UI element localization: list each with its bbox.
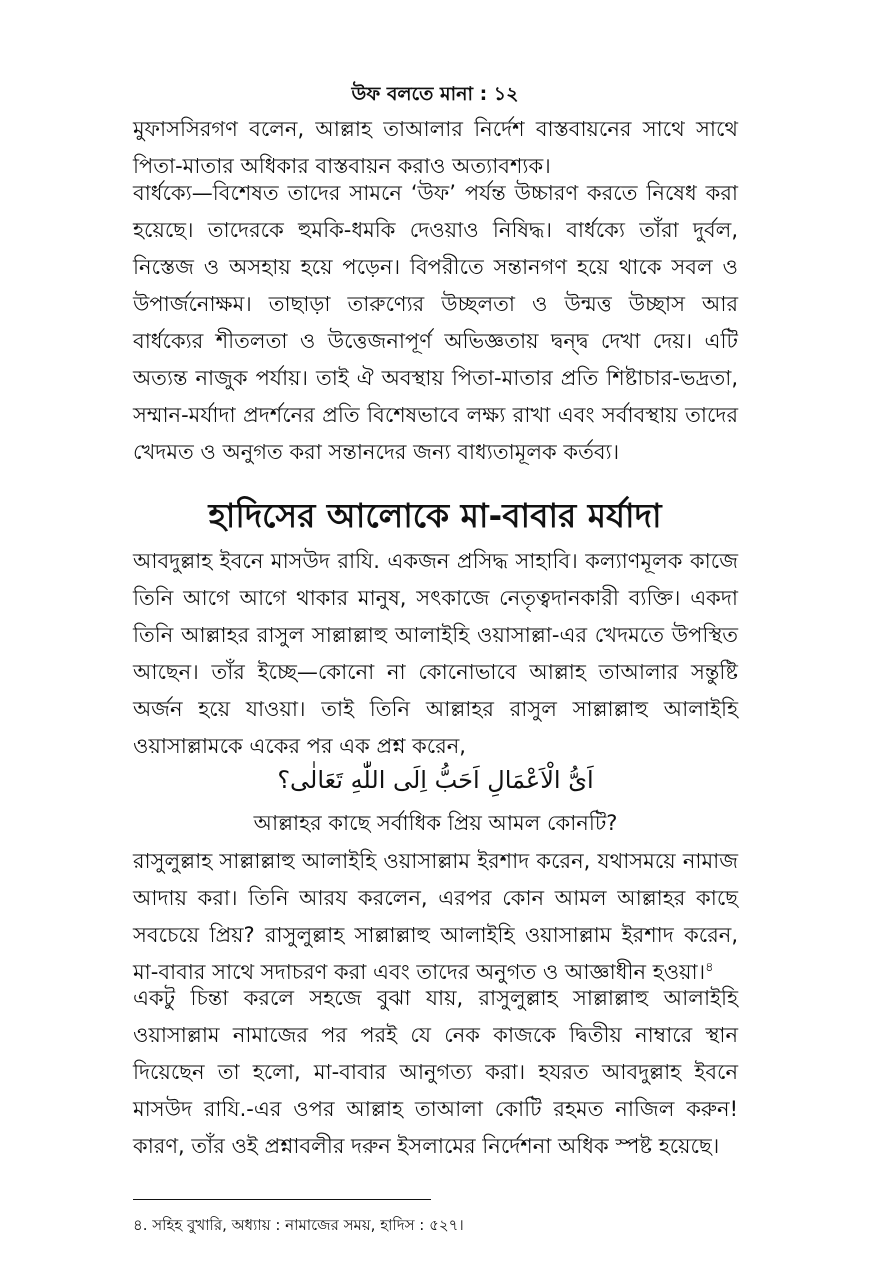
paragraph-1 xyxy=(133,111,738,185)
quote-translation: আল্লাহর কাছে সর্বাধিক প্রিয় আমল কোনটি? xyxy=(253,811,618,835)
paragraph-3 xyxy=(133,543,738,765)
paragraph-text: একটু চিন্তা করলে সহজে বুঝা যায়, রাসুলুল্লাহ সাল্লাল্লাহু আলাইহি ওয়াসাল্লাম নামাজের পর পরই যে নেক কাজকে দ্বিতীয় নাম্বারে স্থান দিয়েছেন তা হলো, মা-বাবার আনুগত্য করা। হযরত আবদুল্লাহ ইবনে মাসউদ রাযি.-এর ওপর আল্লাহ তাআলা কোটি রহমত নাজিল করুন! কারণ, তাঁর ওই প্রশ্নাবলীর দরুন ইসলামের নির্দেশনা অধিক স্পষ্ট হয়েছে। xyxy=(133,986,738,1158)
footnote: ৪. সহিহ বুখারি, অধ্যায় : নামাজের সময়, হাদিস : ৫২৭। xyxy=(133,1216,464,1234)
running-header: উফ বলতে মানা : ১২ xyxy=(351,83,519,105)
paragraph-5 xyxy=(133,980,738,1165)
paragraph-4-text: রাসুলুল্লাহ সাল্লাল্লাহু আলাইহি ওয়াসাল্লাম ইরশাদ করেন, যথাসময়ে নামাজ আদায় করা। তিনি আরয করলেন, এরপর কোন আমল আল্লাহর কাছে সবচেয়ে প্রিয়? রাসুলুল্লাহ সাল্লাল্লাহু আলাইহি ওয়াসাল্লাম ইরশাদ করেন, মা-বাবার সাথে সদাচরণ করা এবং তাদের অনুগত ও আজ্ঞাধীন হওয়া। xyxy=(133,849,738,984)
paragraph-text: বার্ধক্যে—বিশেষত তাদের সামনে ‘উফ’ পর্যন্ত উচ্চারণ করতে নিষেধ করা হয়েছে। তাদেরকে হুমকি-ধমকি দেওয়াও নিষিদ্ধ। বার্ধক্যে তাঁরা দুর্বল, নিস্তেজ ও অসহায় হয়ে পড়েন। বিপরীতে সন্তানগণ হয়ে থাকে সবল ও উপার্জনোক্ষম। তাছাড়া তারুণ্যের উচ্ছলতা ও উন্মত্ত উচ্ছাস আর বার্ধক্যের শীতলতা ও উত্তেজনাপূর্ণ অভিজ্ঞতায় দ্বন্দ্ব দেখা দেয়। এটি অত্যন্ত নাজুক পর্যায়। তাই ঐ অবস্থায় পিতা-মাতার প্রতি শিষ্টাচার-ভদ্রতা, সম্মান-মর্যাদা প্রদর্শনের প্রতি বিশেষভাবে লক্ষ্য রাখা এবং সর্বাবস্থায় তাদের খেদমত ও অনুগত করা সন্তানদের জন্য বাধ্যতামূলক কর্তব্য। xyxy=(133,181,738,464)
paragraph-text xyxy=(133,843,738,991)
paragraph-text: মুফাসসিরগণ বলেন, আল্লাহ তাআলার নির্দেশ বাস্তবায়নের সাথে সাথে পিতা-মাতার অধিকার বাস্তবায়ন করাও অত্যাবশ্যক। xyxy=(133,117,738,178)
arabic-hadith-quote: اَىُّ الْاَعْمَالِ اَحَبُّ اِلَى اللّٰهِ تَعَالٰى؟ xyxy=(277,766,594,794)
paragraph-4 xyxy=(133,843,738,991)
footnote-reference: ৪ xyxy=(705,960,714,975)
paragraph-2 xyxy=(133,175,738,471)
footnote-divider xyxy=(133,1199,431,1200)
section-heading: হাদিসের আলোকে মা-বাবার মর্যাদা xyxy=(208,496,662,535)
paragraph-text: আবদুল্লাহ ইবনে মাসউদ রাযি. একজন প্রসিদ্ধ সাহাবি। কল্যাণমূলক কাজে তিনি আগে আগে থাকার মানুষ, সৎকাজে নেতৃত্বদানকারী ব্যক্তি। একদা তিনি আল্লাহর রাসুল সাল্লাল্লাহু আলাইহি ওয়াসাল্লা-এর খেদমতে উপস্থিত আছেন। তাঁর ইচ্ছে—কোনো না কোনোভাবে আল্লাহ তাআলার সন্তুষ্টি অর্জন হয়ে যাওয়া। তাই তিনি আল্লাহর রাসুল সাল্লাল্লাহু আলাইহি ওয়াসাল্লামকে একের পর এক প্রশ্ন করেন, xyxy=(133,549,738,758)
